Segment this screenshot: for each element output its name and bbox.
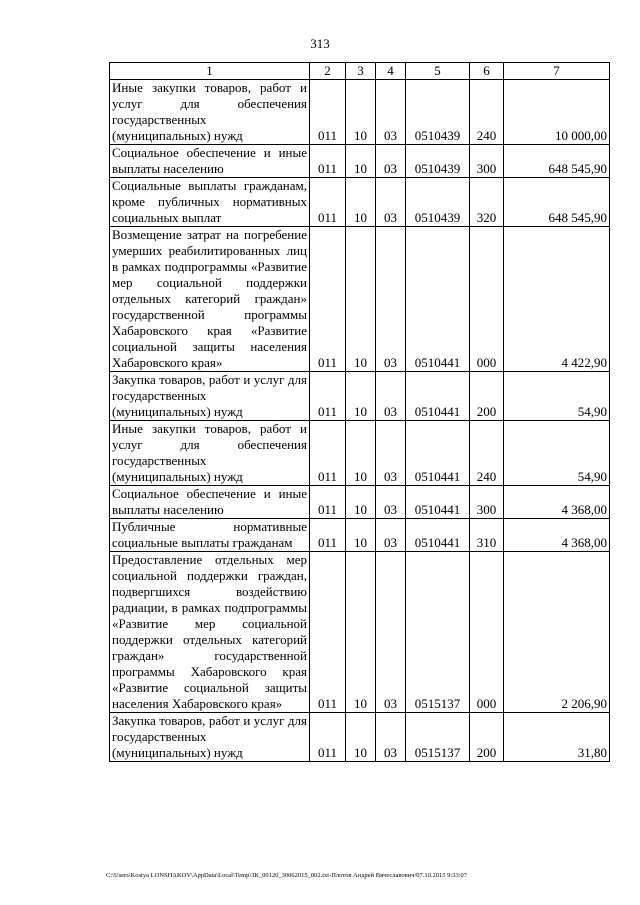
- row-target-article: 0510439: [406, 145, 470, 178]
- table-row: [110, 178, 610, 227]
- row-expense-type: 200: [470, 372, 504, 421]
- table-row: [110, 372, 610, 421]
- row-subsection: 03: [376, 227, 406, 372]
- row-description: Закупка товаров, работ и услуг для государственных (муниципальных) нужд: [110, 372, 310, 421]
- row-subsection: 03: [376, 519, 406, 552]
- row-section: 10: [346, 178, 376, 227]
- header-cell: 3: [346, 63, 376, 80]
- row-amount: 648 545,90: [504, 178, 610, 227]
- row-section: 10: [346, 552, 376, 713]
- row-section: 10: [346, 80, 376, 145]
- file-path-footer: C:\Users\Kostya LONSHAKOV\AppData\Local\Temp\ЗК_00120_30062015_002.txt-Плотов Андрей Вячеславович/07.10.2015 9:33:07: [106, 872, 468, 879]
- table-row: [110, 421, 610, 486]
- row-target-article: 0510441: [406, 486, 470, 519]
- row-subsection: 03: [376, 552, 406, 713]
- row-target-article: 0515137: [406, 552, 470, 713]
- row-amount: 4 422,90: [504, 227, 610, 372]
- row-code: 011: [310, 421, 346, 486]
- row-amount: 10 000,00: [504, 80, 610, 145]
- row-description: Публичные нормативные социальные выплаты гражданам: [110, 519, 310, 552]
- page-number: 313: [310, 36, 330, 51]
- row-amount: 31,80: [504, 713, 610, 762]
- row-code: 011: [310, 552, 346, 713]
- table-row: [110, 145, 610, 178]
- header-cell: 5: [406, 63, 470, 80]
- row-section: 10: [346, 713, 376, 762]
- row-amount: 54,90: [504, 372, 610, 421]
- table-row: [110, 486, 610, 519]
- row-description: Иные закупки товаров, работ и услуг для обеспечения государственных (муниципальных) нужд: [110, 421, 310, 486]
- row-section: 10: [346, 145, 376, 178]
- row-expense-type: 300: [470, 145, 504, 178]
- row-code: 011: [310, 486, 346, 519]
- row-amount: 54,90: [504, 421, 610, 486]
- table-row: [110, 80, 610, 145]
- row-target-article: 0510439: [406, 80, 470, 145]
- table-row: [110, 519, 610, 552]
- budget-table: [109, 62, 610, 762]
- row-target-article: 0510441: [406, 372, 470, 421]
- row-code: 011: [310, 372, 346, 421]
- table-row: [110, 227, 610, 372]
- table-row: [110, 713, 610, 762]
- row-section: 10: [346, 486, 376, 519]
- row-description: Социальное обеспечение и иные выплаты населению: [110, 486, 310, 519]
- row-target-article: 0510441: [406, 519, 470, 552]
- row-section: 10: [346, 421, 376, 486]
- row-target-article: 0510439: [406, 178, 470, 227]
- row-expense-type: 300: [470, 486, 504, 519]
- row-target-article: 0515137: [406, 713, 470, 762]
- row-subsection: 03: [376, 145, 406, 178]
- row-section: 10: [346, 519, 376, 552]
- row-description: Возмещение затрат на погребение умерших реабилитированных лиц в рамках подпрограммы «Развитие мер социальной поддержки отдельных категорий граждан» государственной программы Хабаровского края «Развитие социальной защиты населения Хабаровского края»: [110, 227, 310, 372]
- row-description: Предоставление отдельных мер социальной поддержки граждан, подвергшихся воздействию радиации, в рамках подпрограммы «Развитие мер социальной поддержки отдельных категорий граждан» государственной программы Хабаровского края «Развитие социальной защиты населения Хабаровского края»: [110, 552, 310, 713]
- row-target-article: 0510441: [406, 227, 470, 372]
- row-amount: 4 368,00: [504, 486, 610, 519]
- row-expense-type: 310: [470, 519, 504, 552]
- row-code: 011: [310, 227, 346, 372]
- table-row: [110, 552, 610, 713]
- row-description: Иные закупки товаров, работ и услуг для обеспечения государственных (муниципальных) нужд: [110, 80, 310, 145]
- row-subsection: 03: [376, 372, 406, 421]
- row-expense-type: 240: [470, 80, 504, 145]
- row-subsection: 03: [376, 80, 406, 145]
- header-cell: 4: [376, 63, 406, 80]
- row-expense-type: 320: [470, 178, 504, 227]
- row-description: Социальные выплаты гражданам, кроме публичных нормативных социальных выплат: [110, 178, 310, 227]
- row-amount: 648 545,90: [504, 145, 610, 178]
- row-subsection: 03: [376, 421, 406, 486]
- row-amount: 2 206,90: [504, 552, 610, 713]
- table-header-row: [110, 63, 610, 80]
- row-subsection: 03: [376, 713, 406, 762]
- row-expense-type: 000: [470, 227, 504, 372]
- row-code: 011: [310, 519, 346, 552]
- header-cell: 1: [110, 63, 310, 80]
- row-code: 011: [310, 145, 346, 178]
- row-subsection: 03: [376, 178, 406, 227]
- row-target-article: 0510441: [406, 421, 470, 486]
- row-code: 011: [310, 713, 346, 762]
- row-expense-type: 240: [470, 421, 504, 486]
- row-expense-type: 200: [470, 713, 504, 762]
- row-code: 011: [310, 80, 346, 145]
- row-description: Социальное обеспечение и иные выплаты населению: [110, 145, 310, 178]
- row-amount: 4 368,00: [504, 519, 610, 552]
- header-cell: 2: [310, 63, 346, 80]
- row-section: 10: [346, 372, 376, 421]
- row-expense-type: 000: [470, 552, 504, 713]
- row-code: 011: [310, 178, 346, 227]
- header-cell: 6: [470, 63, 504, 80]
- row-subsection: 03: [376, 486, 406, 519]
- row-section: 10: [346, 227, 376, 372]
- header-cell: 7: [504, 63, 610, 80]
- row-description: Закупка товаров, работ и услуг для государственных (муниципальных) нужд: [110, 713, 310, 762]
